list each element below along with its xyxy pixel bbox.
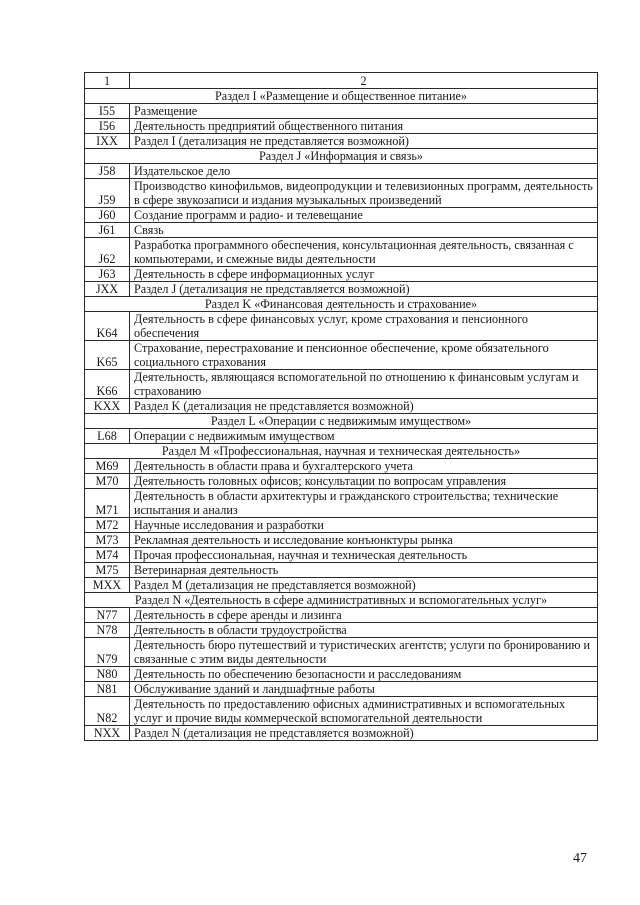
activity-code: N82 — [85, 697, 130, 726]
table-row — [85, 119, 598, 134]
table-row — [85, 682, 598, 697]
table-row — [85, 489, 598, 518]
activity-description: Раздел J (детализация не представляется возможной) — [130, 282, 598, 297]
activity-codes-table — [84, 72, 598, 741]
table-row — [85, 459, 598, 474]
activity-description: Раздел K (детализация не представляется возможной) — [130, 399, 598, 414]
table-row — [85, 667, 598, 682]
activity-code: K64 — [85, 312, 130, 341]
table-row — [85, 623, 598, 638]
activity-description: Деятельность, являющаяся вспомогательной по отношению к финансовым услугам и страхованию — [130, 370, 598, 399]
activity-code: JXX — [85, 282, 130, 297]
table-row — [85, 697, 598, 726]
activity-code: N81 — [85, 682, 130, 697]
section-title: Раздел I «Размещение и общественное питание» — [85, 89, 598, 104]
activity-code: J58 — [85, 164, 130, 179]
activity-code: J62 — [85, 238, 130, 267]
activity-description: Деятельность в сфере аренды и лизинга — [130, 608, 598, 623]
activity-code: L68 — [85, 429, 130, 444]
activity-description: Разработка программного обеспечения, консультационная деятельность, связанная с компьютерами, и смежные виды деятельности — [130, 238, 598, 267]
section-header-row — [85, 444, 598, 459]
activity-description: Прочая профессиональная, научная и техническая деятельность — [130, 548, 598, 563]
activity-description: Раздел N (детализация не представляется возможной) — [130, 726, 598, 741]
table-row — [85, 399, 598, 414]
table-row — [85, 104, 598, 119]
activity-code: NXX — [85, 726, 130, 741]
table-row — [85, 312, 598, 341]
activity-code: IXX — [85, 134, 130, 149]
activity-code: KXX — [85, 399, 130, 414]
activity-description: Раздел I (детализация не представляется возможной) — [130, 134, 598, 149]
table-row — [85, 474, 598, 489]
activity-description: Раздел M (детализация не представляется возможной) — [130, 578, 598, 593]
table-row — [85, 370, 598, 399]
activity-description: Создание программ и радио- и телевещание — [130, 208, 598, 223]
activity-code: J59 — [85, 179, 130, 208]
page-number: 47 — [573, 851, 587, 866]
section-header-row — [85, 297, 598, 312]
activity-code: I56 — [85, 119, 130, 134]
activity-code: MXX — [85, 578, 130, 593]
activity-code: M74 — [85, 548, 130, 563]
activity-description: Деятельность головных офисов; консультации по вопросам управления — [130, 474, 598, 489]
activity-code: J63 — [85, 267, 130, 282]
activity-description: Связь — [130, 223, 598, 238]
section-header-row — [85, 414, 598, 429]
table-row — [85, 134, 598, 149]
table-row — [85, 548, 598, 563]
activity-description: Страхование, перестрахование и пенсионное обеспечение, кроме обязательного социального страхования — [130, 341, 598, 370]
table-row — [85, 638, 598, 667]
table-row — [85, 533, 598, 548]
section-title: Раздел J «Информация и связь» — [85, 149, 598, 164]
activity-description: Деятельность бюро путешествий и туристических агентств; услуги по бронированию и связанные с этим виды деятельности — [130, 638, 598, 667]
table-row — [85, 282, 598, 297]
table-row — [85, 179, 598, 208]
activity-code: K66 — [85, 370, 130, 399]
section-title: Раздел K «Финансовая деятельность и страхование» — [85, 297, 598, 312]
activity-description: Деятельность в сфере информационных услуг — [130, 267, 598, 282]
section-title: Раздел L «Операции с недвижимым имуществом» — [85, 414, 598, 429]
header-cell-description: 2 — [130, 73, 598, 89]
activity-description: Научные исследования и разработки — [130, 518, 598, 533]
activity-description: Деятельность по предоставлению офисных административных и вспомогательных услуг и прочие виды коммерческой вспомогательной деятельности — [130, 697, 598, 726]
section-header-row — [85, 593, 598, 608]
activity-code: J61 — [85, 223, 130, 238]
activity-description: Деятельность в сфере финансовых услуг, кроме страхования и пенсионного обеспечения — [130, 312, 598, 341]
section-header-row — [85, 149, 598, 164]
table-row — [85, 164, 598, 179]
table-row — [85, 726, 598, 741]
activity-code: M71 — [85, 489, 130, 518]
table-row — [85, 341, 598, 370]
activity-description: Ветеринарная деятельность — [130, 563, 598, 578]
table-row — [85, 563, 598, 578]
activity-description: Деятельность предприятий общественного питания — [130, 119, 598, 134]
activity-description: Производство кинофильмов, видеопродукции и телевизионных программ, деятельность в сфере звукозаписи и издания музыкальных произведений — [130, 179, 598, 208]
activity-description: Деятельность в области трудоустройства — [130, 623, 598, 638]
section-title: Раздел N «Деятельность в сфере административных и вспомогательных услуг» — [85, 593, 598, 608]
table-row — [85, 238, 598, 267]
activity-code: M72 — [85, 518, 130, 533]
activity-description: Деятельность в области архитектуры и гражданского строительства; технические испытания и анализ — [130, 489, 598, 518]
activity-description: Деятельность в области права и бухгалтерского учета — [130, 459, 598, 474]
table-row — [85, 429, 598, 444]
activity-code: I55 — [85, 104, 130, 119]
table-row — [85, 267, 598, 282]
activity-description: Издательское дело — [130, 164, 598, 179]
activity-code: K65 — [85, 341, 130, 370]
activity-description: Рекламная деятельность и исследование конъюнктуры рынка — [130, 533, 598, 548]
table-body — [85, 73, 598, 741]
header-cell-code: 1 — [85, 73, 130, 89]
section-header-row — [85, 89, 598, 104]
activity-code: M69 — [85, 459, 130, 474]
table-row — [85, 208, 598, 223]
table-row — [85, 608, 598, 623]
activity-code: N77 — [85, 608, 130, 623]
activity-code: M75 — [85, 563, 130, 578]
table-header-row — [85, 73, 598, 89]
table-row — [85, 223, 598, 238]
activity-description: Обслуживание зданий и ландшафтные работы — [130, 682, 598, 697]
section-title: Раздел M «Профессиональная, научная и техническая деятельность» — [85, 444, 598, 459]
table-row — [85, 578, 598, 593]
activity-code: M73 — [85, 533, 130, 548]
activity-description: Операции с недвижимым имуществом — [130, 429, 598, 444]
activity-code: N79 — [85, 638, 130, 667]
activity-code: M70 — [85, 474, 130, 489]
activity-description: Деятельность по обеспечению безопасности и расследованиям — [130, 667, 598, 682]
activity-description: Размещение — [130, 104, 598, 119]
activity-code: N80 — [85, 667, 130, 682]
activity-code: N78 — [85, 623, 130, 638]
table-row — [85, 518, 598, 533]
activity-code: J60 — [85, 208, 130, 223]
